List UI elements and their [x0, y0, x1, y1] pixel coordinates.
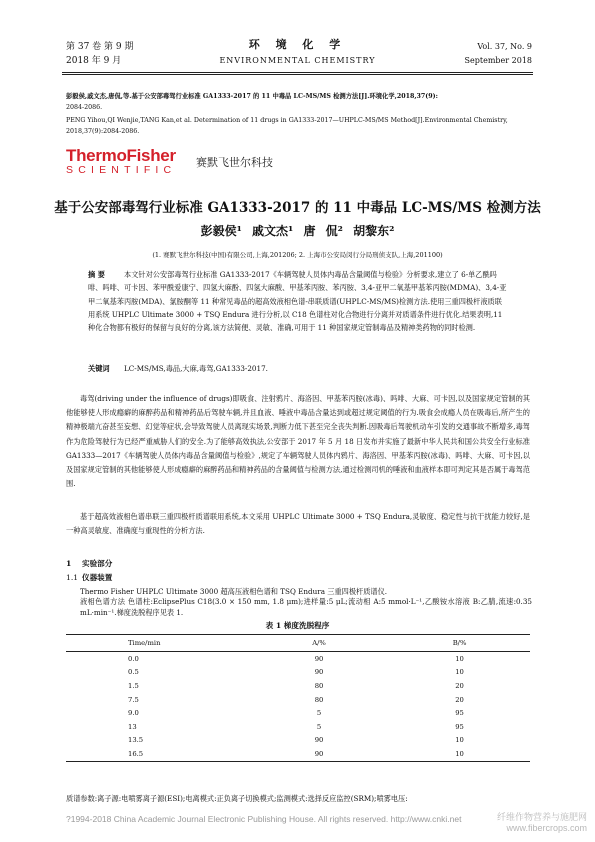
journal-volume-en: [465, 40, 532, 68]
cell-b: 10: [455, 668, 464, 677]
cell-b: 20: [455, 695, 464, 704]
table-row: [66, 666, 530, 680]
cell-b: 10: [455, 736, 464, 745]
citation-cn: [66, 92, 532, 114]
section-title: 实验部分: [82, 559, 113, 568]
cell-b: 10: [389, 747, 530, 761]
logo-cn-name: 赛默飞世尔科技: [196, 157, 273, 169]
cell-b: 20: [455, 681, 464, 690]
table-row: [66, 706, 530, 720]
cell-a: 90: [314, 736, 324, 745]
subsection-number: 1.1: [66, 573, 79, 582]
volume-issue-en: Vol. 37, No. 9: [477, 42, 532, 51]
header-rule: [62, 72, 533, 73]
header-rule-thin: [62, 74, 533, 75]
citation-en-line2: 2018,37(9):2084-2086.: [66, 127, 140, 135]
citation-cn-line1: 彭毅侯,戚文杰,唐侃,等.基于公安部毒驾行业标准 GA1333-2017 的 11 中毒品 LC-MS/MS 检测方法[J].环境化学,2018,37(9):: [66, 93, 438, 100]
cell-a: 5: [316, 709, 322, 718]
cell-time: 13.5: [128, 736, 144, 745]
logo-brand: ThermoFisher: [66, 146, 176, 165]
abstract-label: 摘 要: [88, 270, 105, 279]
table-row: [66, 652, 530, 666]
table-caption: 表 1 梯度洗脱程序: [265, 621, 330, 630]
article-affiliation: (1. 赛默飞世尔科技(中国)有限公司,上海,201206; 2. 上海市公安局闵行分局刑侦支队,上海,201100): [152, 251, 443, 259]
table-header-a: A/%: [249, 635, 389, 652]
gradient-table: [66, 634, 530, 762]
section-number: 1: [66, 559, 72, 568]
cell-time: 0.5: [128, 668, 139, 677]
month-en: September 2018: [464, 56, 532, 65]
table-row: [66, 734, 530, 748]
thermofisher-logo: [66, 147, 176, 176]
cell-a: 90: [249, 747, 389, 761]
instrument-text: Thermo Fisher UHPLC Ultimate 3000 超高压液相色谱和 TSQ Endura 三重四极杆质谱仪.: [80, 587, 388, 596]
table-row: [66, 720, 530, 734]
cell-a: 80: [314, 681, 324, 690]
table-row: [66, 679, 530, 693]
citation-en-line1: PENG Yihou,QI Wenjie,TANG Kan,et al. Determination of 11 drugs in GA1333-2017—UHPLC-MS/MS Method[J].Environmental Chemistry,: [66, 117, 508, 124]
subsection-title: 仪器装置: [82, 573, 113, 582]
cell-time: 1.5: [128, 681, 139, 690]
keywords-label: 关键词: [88, 364, 110, 373]
abstract: [88, 268, 508, 334]
cell-time: 0.0: [128, 654, 139, 663]
intro-paragraph-1: 毒驾(driving under the influence of drugs)即吸食、注射鸦片、海洛因、甲基苯丙胺(冰毒)、吗啡、大麻、可卡因,以及国家规定管制的其他能够使人形成瘾癖的麻醉药品和精神药品后驾驶车辆,并且血液、唾液中毒品含量达到或超过规定阈值的行为.吸食会成瘾人员在吸毒后,所产生的精神极端亢奋甚至妄想、幻觉等症状,会导致驾驶人员离现实场景,判断力低下甚至完全丧失判断.因吸毒后驾驶机动车引发的交通事故不断增多,毒驾作为危险驾驶行为已经严重威胁人们的安全.为了能够高效执法,公安部于 2017 年 5 月 18 日发布并实施了最新中华人民共和国公共安全行业标准 GA1333—2017《车辆驾驶人员体内毒品含量阈值与检验》,规定了车辆驾驶人员体内鸦片、海洛因、甲基苯丙胺(冰毒)、吗啡、大麻、可卡因,以及国家规定管制的其他能够使人形成瘾癖的麻醉药品和精神药品的含量阈值与检测方法,通过检测司机的唾液和血液样本即可判定其是否属于毒驾范围.: [66, 394, 530, 489]
intro-paragraph-2: 基于超高效液相色谱串联三重四极杆质谱联用系统,本文采用 UHPLC Ultimate 3000 + TSQ Endura,灵敏度、稳定性与抗干扰能力较好,是一种高灵敏度、准确度与重现性的分析方法.: [66, 512, 530, 536]
table-header-b: B/%: [389, 635, 530, 652]
journal-name-en: ENVIRONMENTAL CHEMISTRY: [219, 56, 376, 65]
table-row: [66, 747, 530, 761]
ms-parameters: 质谱参数:离子源:电喷雾离子源(ESI);电离模式:正负离子切换模式;监测模式:选择反应监控(SRM);喷雾电压:: [66, 794, 408, 803]
article-authors: 彭毅侯¹ 戚文杰¹ 唐 侃² 胡黎东²: [200, 224, 395, 238]
table-header-time: Time/min: [66, 635, 249, 652]
volume-issue: 第 37 卷 第 9 期: [66, 42, 134, 52]
citation-cn-line2: 2084-2086.: [66, 103, 103, 111]
cell-a: 5: [316, 722, 322, 731]
abstract-text: 本文针对公安部毒驾行业标准 GA1333-2017《车辆驾驶人员体内毒品含量阈值与检验》分析要求,建立了 6-单乙酰吗啡、吗啡、可卡因、苯甲酰爱康宁、四氢大麻酚、四氢大麻酸、甲基苯丙胺、苯丙胺、3,4-亚甲二氧基甲基苯丙胺(MDMA)、3,4-亚甲二氧基苯丙胺(MDA)、氯胺酮等 11 种常见毒品的超高效液相色谱-串联质谱(UHPLC-MS/MS)检测方法.使用三重四极杆液质联用系统 UHPLC Ultimate 3000 + TSQ Endura 进行分析,以 C18 色谱柱对化合物进行分离并对质谱条件进行优化.结果表明,11 种化合物都有极好的保留与良好的分离,该方法简便、灵敏、准确,可用于 11 种国家规定管制毒品及精神类药物的同时检测.: [88, 270, 507, 333]
table-header-row: [66, 635, 530, 652]
cell-a: 90: [314, 654, 324, 663]
cell-b: 95: [455, 722, 464, 731]
cell-b: 95: [455, 709, 464, 718]
logo-scientific: SCIENTIFIC: [66, 164, 177, 176]
lc-method-text: 液相色谱方法 色谱柱:EclipsePlus C18(3.0 × 150 mm, 1.8 μm);进样量:5 μL;流动相 A:5 mmol·L⁻¹,乙酸铵水溶液 B:乙腈,流速:0.35 mL·min⁻¹.梯度洗脱程序见表 1.: [80, 597, 532, 617]
site-watermark: [497, 812, 587, 834]
keywords-text: LC-MS/MS,毒品,大麻,毒驾,GA1333-2017.: [124, 364, 268, 373]
subsection-heading: [66, 572, 112, 583]
cell-a: 80: [314, 695, 324, 704]
watermark-line1: 纤维作物营养与施肥网: [496, 812, 587, 822]
cell-b: 10: [455, 654, 464, 663]
year-month: 2018 年 9 月: [66, 56, 122, 66]
cell-time: 9.0: [128, 709, 139, 718]
watermark-line2: www.fibercrops.com: [506, 823, 587, 833]
cell-a: 90: [314, 668, 324, 677]
journal-name-cn: 环 境 化 学: [248, 38, 347, 51]
keywords: [88, 362, 508, 375]
copyright-footer: ?1994-2018 China Academic Journal Electronic Publishing House. All rights reserved. http://www.cnki.net: [66, 814, 462, 824]
table-row: [66, 693, 530, 707]
cell-time: 13: [128, 722, 137, 731]
article-title: 基于公安部毒驾行业标准 GA1333-2017 的 11 中毒品 LC-MS/MS 检测方法: [54, 200, 541, 216]
cell-time: 7.5: [128, 695, 139, 704]
cell-time: 16.5: [66, 747, 249, 761]
citation-en: [66, 116, 532, 138]
section-heading: [66, 558, 112, 569]
